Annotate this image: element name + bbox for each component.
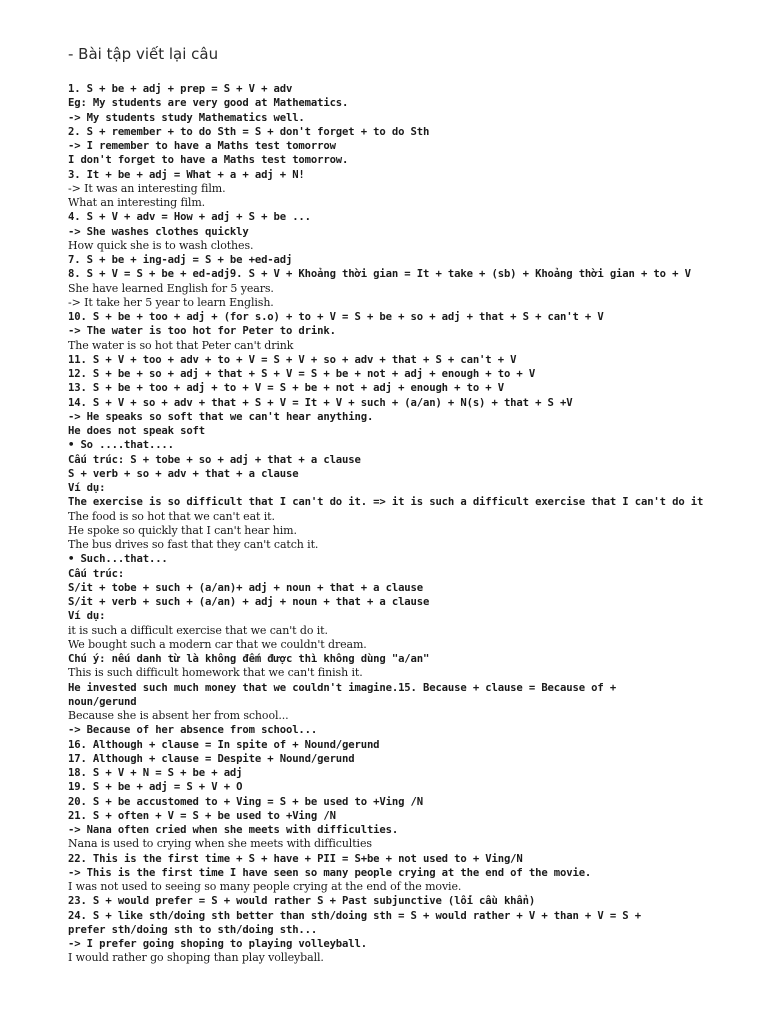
document-line: -> I prefer going shoping to playing volleyball. [68, 938, 367, 950]
document-line: it is such a difficult exercise that we can't do it. [68, 623, 328, 637]
document-line: 22. This is the first time + S + have + PII = S+be + not used to + Ving/N [68, 852, 523, 865]
document-line: The food is so hot that we can't eat it. [68, 509, 275, 523]
document-line: 16. Although + clause = In spite of + Nound/gerund [68, 738, 380, 751]
document-line: -> She washes clothes quickly [68, 225, 249, 238]
document-line: -> The water is too hot for Peter to drink. [68, 325, 336, 338]
document-line: 23. S + would prefer = S + would rather S + Past subjunctive (lối cầu khẩn) [68, 895, 536, 908]
document-line: This is such difficult homework that we can't finish it. [68, 666, 363, 680]
document-line: The exercise is so difficult that I can't do it. => it is such a difficult exercise that I can't do it [68, 496, 704, 509]
document-line: The bus drives so fast that they can't catch it. [68, 538, 319, 551]
document-line: She have learned English for 5 years. [68, 281, 274, 295]
document-line: I don't forget to have a Maths test tomorrow. [68, 154, 349, 167]
document-line: 20. S + be accustomed to + Ving = S + be used to +Ving /N [68, 795, 423, 808]
document-line: -> He speaks so soft that we can't hear anything. [68, 410, 374, 423]
document-line: 3. It + be + adj = What + a + adj + N! [68, 168, 305, 181]
document-line: 13. S + be + too + adj + to + V = S + be + not + adj + enough + to + V [68, 382, 504, 395]
document-line: I would rather go shoping than play volleyball. [68, 951, 324, 965]
document-line: Chú ý: nếu danh từ là không đếm được thì không dùng "a/an" [68, 653, 430, 665]
document-line: Cấu trúc: S + tobe + so + adj + that + a clause [68, 453, 361, 466]
document-line: S/it + verb + such + (a/an) + adj + noun + that + a clause [68, 596, 430, 608]
document-line: Ví dụ: [68, 610, 106, 623]
document-line: 21. S + often + V = S + be used to +Ving /N [68, 809, 336, 822]
document-line: -> It was an interesting film. [68, 181, 226, 195]
document-line: 4. S + V + adv = How + adj + S + be ... [68, 211, 311, 224]
document-line: 12. S + be + so + adj + that + S + V = S + be + not + adj + enough + to + V [68, 368, 536, 380]
document-line: 11. S + V + too + adv + to + V = S + V + so + adv + that + S + can't + V [68, 353, 517, 366]
document-line: 10. S + be + too + adj + (for s.o) + to + V = S + be + so + adj + that + S + can't + V [68, 311, 604, 323]
document-line: 8. S + V = S + be + ed-adj9. S + V + Khoảng thời gian = It + take + (sb) + Khoảng thời gian + to + V [68, 268, 691, 281]
document-line: prefer sth/doing sth to sth/doing sth... [68, 923, 318, 936]
document-line: 14. S + V + so + adv + that + S + V = It + V + such + (a/an) + N(s) + that + S +V [68, 396, 573, 409]
document-line: -> My students study Mathematics well. [68, 111, 305, 124]
document-line: Ví dụ: [68, 482, 106, 494]
document-line: He does not speak soft [68, 425, 206, 437]
document-line: He spoke so quickly that I can't hear him. [68, 523, 297, 537]
document-line: He invested such much money that we couldn't imagine.15. Because + clause = Because of + [68, 681, 617, 694]
document-line: Cấu trúc: [68, 567, 125, 580]
document-line: Because she is absent her from school... [68, 709, 289, 722]
document-line: 19. S + be + adj = S + V + O [68, 781, 243, 794]
document-line: Nana is used to crying when she meets with difficulties [68, 837, 372, 851]
document-line: 17. Although + clause = Despite + Nound/gerund [68, 752, 355, 765]
document-line: The water is so hot that Peter can't drink [68, 338, 294, 352]
document-line: What an interesting film. [68, 196, 206, 209]
document-line: I was not used to seeing so many people crying at the end of the movie. [68, 880, 462, 893]
document-body [68, 82, 718, 966]
document-heading: - Bài tập viết lại câu [68, 45, 219, 63]
document-line: -> This is the first time I have seen so many people crying at the end of the movie. [68, 866, 592, 879]
document-line: -> I remember to have a Maths test tomorrow [68, 140, 336, 152]
document-line: 24. S + like sth/doing sth better than sth/doing sth = S + would rather + V + than + V = S + [68, 909, 641, 922]
document-line: • Such...that... [68, 553, 168, 566]
document-line: 1. S + be + adj + prep = S + V + adv [68, 83, 293, 95]
document-line: S/it + tobe + such + (a/an)+ adj + noun + that + a clause [68, 581, 423, 594]
document-line: Eg: My students are very good at Mathematics. [68, 97, 349, 110]
document-line: S + verb + so + adv + that + a clause [68, 467, 299, 480]
document-line: noun/gerund [68, 695, 137, 708]
document-line: 2. S + remember + to do Sth = S + don't forget + to do Sth [68, 125, 430, 138]
document-line: -> Because of her absence from school... [68, 724, 318, 737]
document-line: • So ....that.... [68, 439, 174, 452]
document-line: -> It take her 5 year to learn English. [68, 295, 274, 309]
document-line: 18. S + V + N = S + be + adj [68, 767, 243, 779]
document-line: We bought such a modern car that we couldn't dream. [68, 637, 367, 651]
document-line: -> Nana often cried when she meets with difficulties. [68, 824, 399, 836]
document-line: 7. S + be + ing-adj = S + be +ed-adj [68, 254, 293, 266]
document-line: How quick she is to wash clothes. [68, 238, 254, 252]
